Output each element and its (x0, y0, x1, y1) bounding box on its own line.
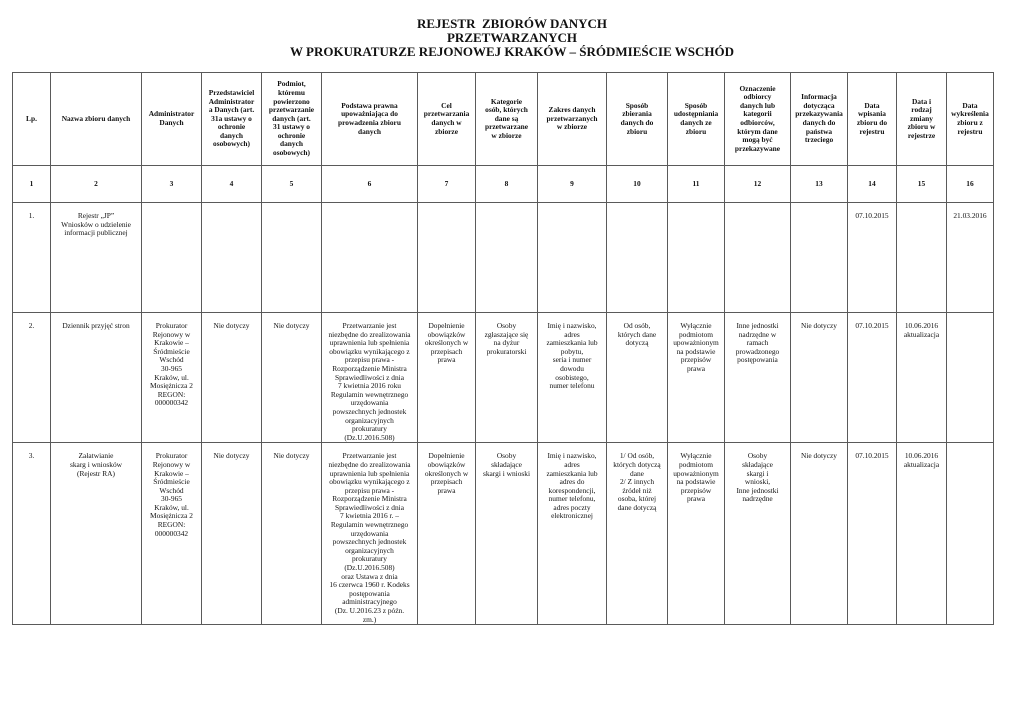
table-cell: 10.06.2016 aktualizacja (897, 313, 947, 443)
title-line-1: REJESTR ZBIORÓW DANYCH (416, 16, 608, 31)
table-cell: Imię i nazwisko, adres zamieszkania lub pobytu, seria i numer dowodu osobistego, numer telefonu (538, 313, 607, 443)
column-header: Podstawa prawna upoważniająca do prowadzenia zbioru danych (322, 73, 418, 166)
column-header: Sposób udostępniania danych ze zbioru (668, 73, 725, 166)
table-cell: 10.06.2016 aktualizacja (897, 443, 947, 625)
column-header: Zakres danych przetwarzanych w zbiorze (538, 73, 607, 166)
column-number: 6 (322, 166, 418, 203)
column-number: 9 (538, 166, 607, 203)
table-cell (538, 203, 607, 313)
column-number: 7 (418, 166, 476, 203)
table-cell (947, 443, 994, 625)
table-cell: Nie dotyczy (791, 313, 848, 443)
table-cell: Przetwarzanie jest niezbędne do zrealizowania uprawnienia lub spełnienia obowiązku wynikającego z przepisu prawa - Rozporządzenie Ministra Sprawiedliwości z dnia 7 kwietnia 2016 r. – Regulamin wewnętrznego urzędowania powszechnych jednostek organizacyjnych prokuratury (Dz.U.2016.508) oraz Ustawa z dnia 16 czerwca 1960 r. Kodeks postępowania administracyjnego (Dz. U.2016.23 z późn. zm.) (322, 443, 418, 625)
table-cell: Od osób, których dane dotyczą (607, 313, 668, 443)
table-cell (418, 203, 476, 313)
table-cell: 07.10.2015 (848, 313, 897, 443)
table-cell: Nie dotyczy (202, 313, 262, 443)
table-cell: Dopełnienie obowiązków określonych w przepisach prawa (418, 313, 476, 443)
table-cell (476, 203, 538, 313)
table-cell: Wyłącznie podmiotom upoważnionym na podstawie przepisów prawa (668, 443, 725, 625)
table-cell: Nie dotyczy (202, 443, 262, 625)
table-cell: 21.03.2016 (947, 203, 994, 313)
table-cell: Imię i nazwisko, adres zamieszkania lub adres do korespondencji, numer telefonu, adres poczty elektronicznej (538, 443, 607, 625)
table-cell (607, 203, 668, 313)
column-number: 5 (262, 166, 322, 203)
table-cell: Osoby zgłaszające się na dyżur prokuratorski (476, 313, 538, 443)
column-header: Lp. (13, 73, 51, 166)
table-cell: 2. (13, 313, 51, 443)
table-cell: Nie dotyczy (791, 443, 848, 625)
table-cell: Prokurator Rejonowy w Krakowie – Śródmieście Wschód 30-965 Kraków, ul. Mosiężnicza 2 REGON: 000000342 (142, 313, 202, 443)
table-cell: 07.10.2015 (848, 203, 897, 313)
column-header: Data wpisania zbioru do rejestru (848, 73, 897, 166)
table-cell (725, 203, 791, 313)
column-number: 13 (791, 166, 848, 203)
column-header: Administrator Danych (142, 73, 202, 166)
column-header: Data i rodzaj zmiany zbioru w rejestrze (897, 73, 947, 166)
table-cell: Osoby składające skargi i wnioski (476, 443, 538, 625)
column-number: 8 (476, 166, 538, 203)
column-number: 2 (51, 166, 142, 203)
table-cell: Dziennik przyjęć stron (51, 313, 142, 443)
column-header: Oznaczenie odbiorcy danych lub kategorii odbiorców, którym dane mogą być przekazywane (725, 73, 791, 166)
column-number: 16 (947, 166, 994, 203)
document-title (0, 17, 1024, 59)
column-number-row (13, 166, 994, 203)
table-row (13, 313, 994, 443)
table-cell: Dopełnienie obowiązków określonych w przepisach prawa (418, 443, 476, 625)
table-cell: Załatwianie skarg i wniosków (Rejestr RA) (51, 443, 142, 625)
table-cell: 1. (13, 203, 51, 313)
table-cell: Nie dotyczy (262, 313, 322, 443)
table-cell: 07.10.2015 (848, 443, 897, 625)
table-cell: Prokurator Rejonowy w Krakowie – Śródmieście Wschód 30-965 Kraków, ul. Mosiężnicza 2 REGON: 000000342 (142, 443, 202, 625)
column-number: 14 (848, 166, 897, 203)
table-cell (791, 203, 848, 313)
column-number: 3 (142, 166, 202, 203)
header-row (13, 73, 994, 166)
column-header: Przedstawiciel Administrator a Danych (art. 31a ustawy o ochronie danych osobowych) (202, 73, 262, 166)
table-cell (262, 203, 322, 313)
table-cell: Rejestr „JP” Wniosków o udzielenie informacji publicznej (51, 203, 142, 313)
table-cell (142, 203, 202, 313)
column-header: Podmiot, któremu powierzono przetwarzanie danych (art. 31 ustawy o ochronie danych osobowych) (262, 73, 322, 166)
table-cell: Nie dotyczy (262, 443, 322, 625)
table-cell (202, 203, 262, 313)
table-cell (897, 203, 947, 313)
column-header: Informacja dotycząca przekazywania danych do państwa trzeciego (791, 73, 848, 166)
column-number: 15 (897, 166, 947, 203)
table-cell (668, 203, 725, 313)
title-line-2: PRZETWARZANYCH (446, 30, 577, 45)
title-line-3: W PROKURATURZE REJONOWEJ KRAKÓW – ŚRÓDMIEŚCIE WSCHÓD (290, 44, 734, 59)
column-header: Kategorie osób, których dane są przetwarzane w zbiorze (476, 73, 538, 166)
column-number: 4 (202, 166, 262, 203)
register-table (12, 72, 994, 625)
table-cell (947, 313, 994, 443)
table-cell: Inne jednostki nadrzędne w ramach prowadzonego postępowania (725, 313, 791, 443)
table-cell: Osoby składające skargi i wnioski, Inne jednostki nadrzędne (725, 443, 791, 625)
column-number: 12 (725, 166, 791, 203)
table-cell: Wyłącznie podmiotom upoważnionym na podstawie przepisów prawa (668, 313, 725, 443)
column-header: Nazwa zbioru danych (51, 73, 142, 166)
table-cell: 1/ Od osób, których dotyczą dane 2/ Z innych źródeł niż osoba, której dane dotyczą (607, 443, 668, 625)
table-row (13, 443, 994, 625)
column-header: Data wykreślenia zbioru z rejestru (947, 73, 994, 166)
column-number: 10 (607, 166, 668, 203)
table-cell (322, 203, 418, 313)
table-row (13, 203, 994, 313)
column-number: 1 (13, 166, 51, 203)
table-cell: 3. (13, 443, 51, 625)
column-header: Sposób zbierania danych do zbioru (607, 73, 668, 166)
column-header: Cel przetwarzania danych w zbiorze (418, 73, 476, 166)
table-cell: Przetwarzanie jest niezbędne do zrealizowania uprawnienia lub spełnienia obowiązku wynikającego z przepisu prawa - Rozporządzenie Ministra Sprawiedliwości z dnia 7 kwietnia 2016 roku Regulamin wewnętrznego urzędowania powszechnych jednostek organizacyjnych prokuratury (Dz.U.2016.508) (322, 313, 418, 443)
column-number: 11 (668, 166, 725, 203)
